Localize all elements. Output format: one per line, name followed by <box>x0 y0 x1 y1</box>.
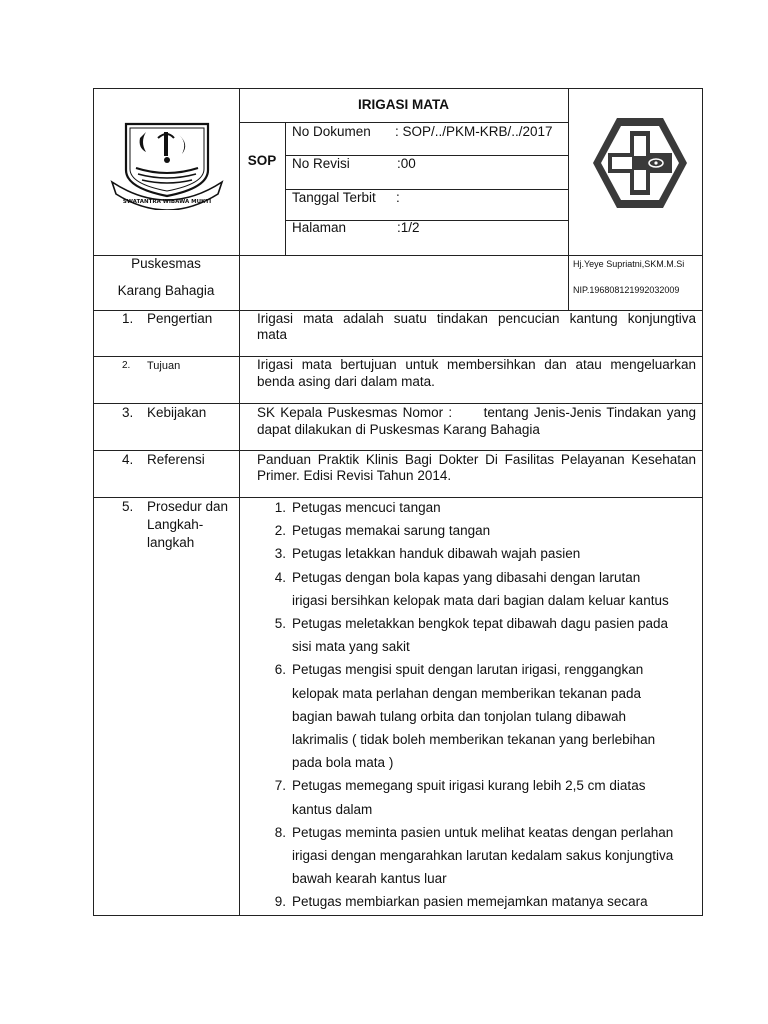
section-text-line: dapat dilakukan di Puskesmas Karang Bahagia <box>257 422 540 437</box>
step-text: irigasi dengan mengarahkan larutan kedalam sakus konjungtiva <box>292 848 674 863</box>
step-text: Petugas letakkan handuk dibawah wajah pasien <box>292 546 581 562</box>
step-text: Petugas mencuci tangan <box>292 500 441 515</box>
field-no-dokumen-value: : SOP/../PKM-KRB/../2017 <box>395 124 553 139</box>
section-label-line: Langkah- <box>147 517 204 532</box>
step-number: 8. <box>274 824 286 840</box>
field-no-dokumen-label: No Dokumen <box>292 124 371 139</box>
section-label: Pengertian <box>147 311 213 326</box>
step-text: Petugas meminta pasien untuk melihat keatas dengan perlahan <box>292 824 674 840</box>
step-text: Petugas memegang spuit irigasi kurang lebih 2,5 cm diatas <box>292 778 646 794</box>
section-label-line: langkah <box>147 535 195 550</box>
section-text-line: Irigasi mata bertujuan untuk membersihkan dan atau mengeluarkan <box>257 357 696 372</box>
document-title: IRIGASI MATA <box>358 97 449 112</box>
sop-label: SOP <box>247 153 277 168</box>
step-text: kantus dalam <box>292 801 373 817</box>
step-number: 2. <box>274 523 286 539</box>
regional-emblem-logo <box>108 118 226 210</box>
org-name-line2: Karang Bahagia <box>117 283 215 298</box>
signer-name: Hj.Yeye Supriatni,SKM.M.Si <box>573 259 685 269</box>
section-number: 5. <box>122 499 134 514</box>
step-text: Petugas meletakkan bengkok tepat dibawah dagu pasien pada <box>292 616 669 631</box>
step-text: Petugas mengisi spuit dengan larutan irigasi, renggangkan <box>292 662 644 678</box>
step-text: pada bola mata ) <box>292 755 394 771</box>
step-number: 6. <box>274 662 286 678</box>
section-number: 4. <box>122 452 134 467</box>
step-text: bagian bawah tulang orbita dan tonjolan tulang dibawah <box>292 708 627 724</box>
step-text: bawah kearah kantus luar <box>292 871 447 887</box>
section-label: Kebijakan <box>147 405 207 420</box>
field-tanggal-terbit-value: : <box>396 190 400 205</box>
step-number: 1. <box>274 500 286 515</box>
field-halaman-value: :1/2 <box>397 220 420 235</box>
field-no-revisi-label: No Revisi <box>292 156 350 171</box>
puskesmas-cross-logo <box>590 116 690 210</box>
section-number: 3. <box>122 405 134 420</box>
section-text-line: Irigasi mata adalah suatu tindakan pencucian kantung konjungtiva <box>257 311 696 326</box>
field-halaman-label: Halaman <box>292 220 347 235</box>
section-text-line: benda asing dari dalam mata. <box>257 374 435 389</box>
section-label-line: Prosedur dan <box>147 499 229 514</box>
field-tanggal-terbit-label: Tanggal Terbit <box>292 190 376 205</box>
section-text-line: Panduan Praktik Klinis Bagi Dokter Di Fasilitas Pelayanan Kesehatan <box>257 452 696 467</box>
section-number: 1. <box>122 311 134 326</box>
section-text-line: Primer. Edisi Revisi Tahun 2014. <box>257 468 452 483</box>
section-label: Tujuan <box>147 360 181 372</box>
section-number: 2. <box>122 360 131 371</box>
step-text: lakrimalis ( tidak boleh memberikan tekanan yang berlebihan <box>292 732 656 747</box>
signer-nip: NIP.196808121992032009 <box>573 285 680 295</box>
field-no-revisi-value: :00 <box>397 156 416 171</box>
step-text: Petugas membiarkan pasien memejamkan matanya secara <box>292 894 648 910</box>
step-number: 9. <box>274 894 286 910</box>
step-text: Petugas dengan bola kapas yang dibasahi dengan larutan <box>292 569 641 585</box>
org-name-line1: Puskesmas <box>131 256 201 271</box>
step-text: sisi mata yang sakit <box>292 639 410 655</box>
step-text: Petugas memakai sarung tangan <box>292 523 491 539</box>
section-label: Referensi <box>147 452 205 467</box>
step-number: 3. <box>274 546 286 562</box>
step-text: irigasi bersihkan kelopak mata dari bagian dalam keluar kantus <box>292 592 669 608</box>
section-text-line: SK Kepala Puskesmas Nomor : tentang Jenis-Jenis Tindakan yang <box>257 405 696 420</box>
step-number: 5. <box>274 616 286 631</box>
section-text-line: mata <box>257 327 288 342</box>
step-text: kelopak mata perlahan dengan memberikan tekanan pada <box>292 685 641 701</box>
logo-motto: SWATANTRA WIBAWA MUKTI <box>122 199 212 205</box>
step-number: 4. <box>274 569 286 585</box>
step-number: 7. <box>274 778 286 794</box>
